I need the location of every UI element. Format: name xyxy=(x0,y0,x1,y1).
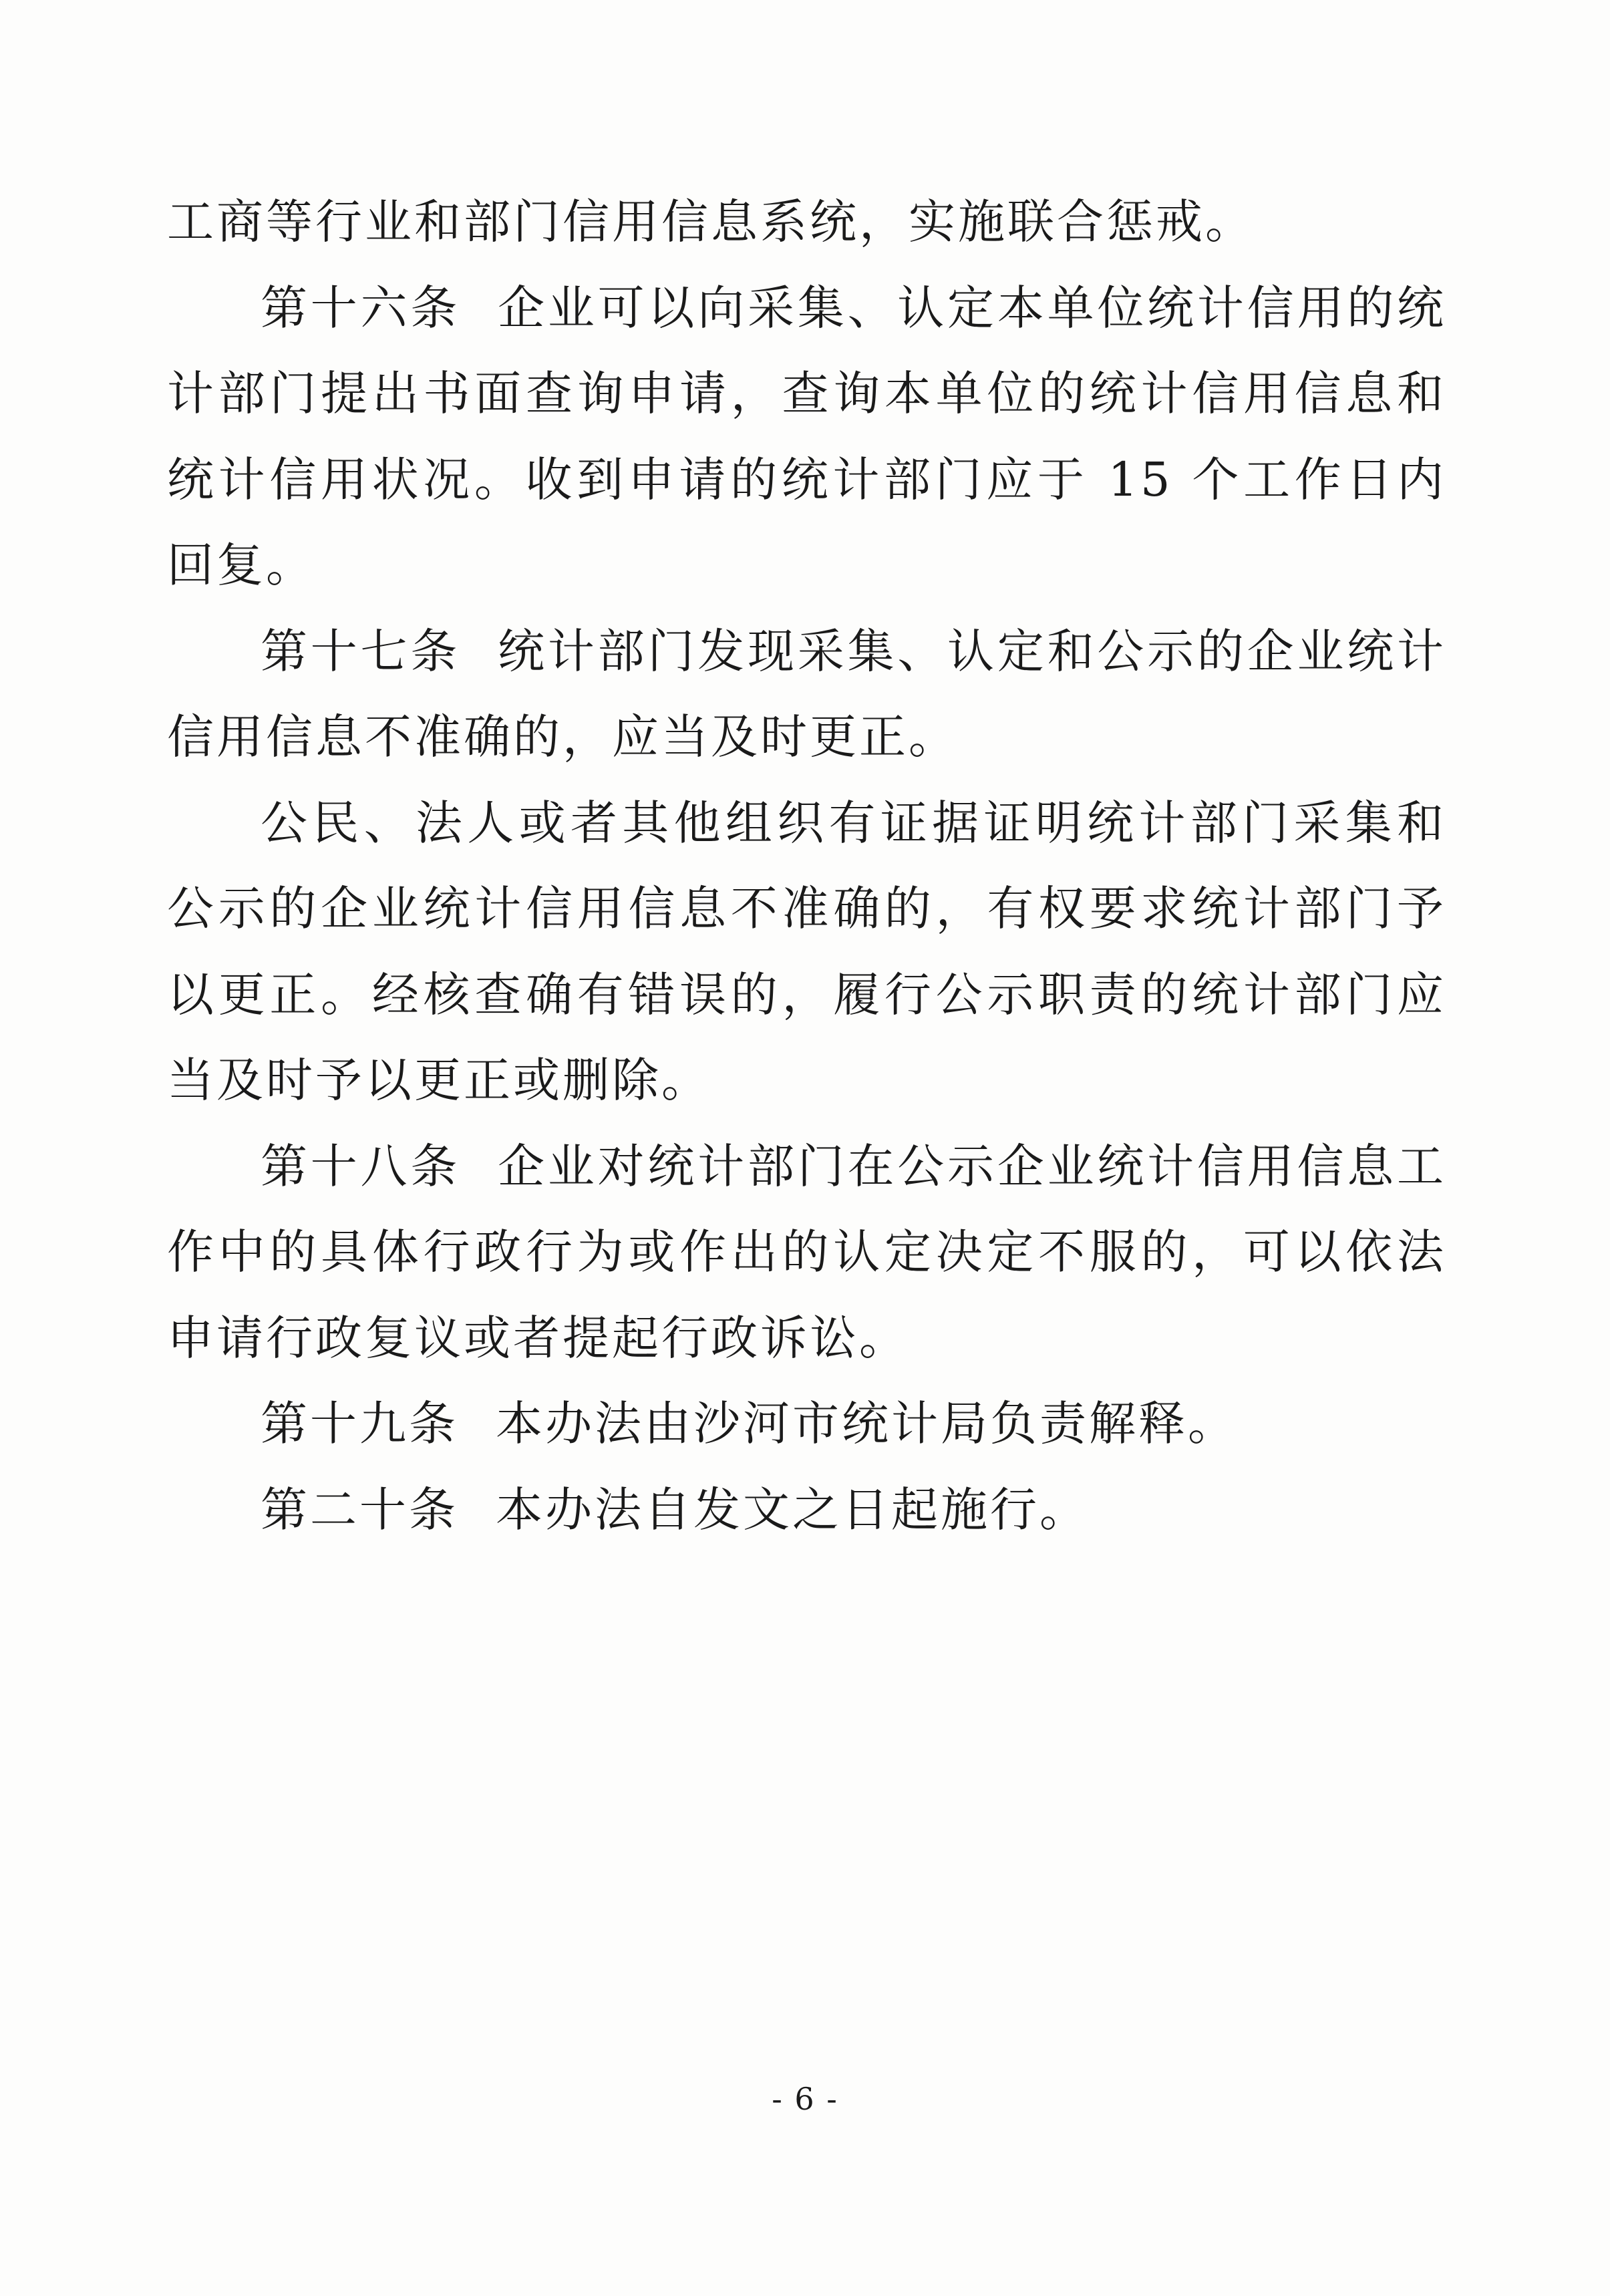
paragraph-text: 工商等行业和部门信用信息系统，实施联合惩戒。 xyxy=(167,194,1255,249)
article-17-paragraph-2 xyxy=(167,780,1446,1124)
page-number: - 6 - xyxy=(772,2081,838,2117)
article-18 xyxy=(167,1124,1446,1381)
paragraph-text: 公民、法人或者其他组织有证据证明统计部门采集和公示的企业统计信用信息不准确的，有权要求统计部门予以更正。经核查确有错误的，履行公示职责的统计部门应当及时予以更正或删除。 xyxy=(167,795,1446,1108)
article-19 xyxy=(167,1381,1446,1467)
article-label: 第二十条 xyxy=(261,1482,458,1537)
paragraph-text: 统计部门发现采集、认定和公示的企业统计信用信息不准确的，应当及时更正。 xyxy=(167,623,1447,764)
article-label: 第十七条 xyxy=(261,623,461,679)
article-17 xyxy=(167,609,1446,780)
document-body xyxy=(167,179,1446,1552)
article-20 xyxy=(167,1467,1446,1553)
article-label: 第十六条 xyxy=(261,280,461,335)
paragraph-text: 本办法自发文之日起施行。 xyxy=(496,1482,1089,1537)
paragraph-text: 本办法由沙河市统计局负责解释。 xyxy=(496,1396,1237,1451)
paragraph-text: 企业可以向采集、认定本单位统计信用的统计部门提出书面查询申请，查询本单位的统计信用信息和统计信用状况。收到申请的统计部门应于 15 个工作日内回复。 xyxy=(167,280,1447,593)
article-16 xyxy=(167,265,1446,609)
paragraph-text: 企业对统计部门在公示企业统计信用信息工作中的具体行政行为或作出的认定决定不服的，可以依法申请行政复议或者提起行政诉讼。 xyxy=(167,1138,1447,1365)
article-label: 第十九条 xyxy=(261,1396,458,1451)
article-label: 第十八条 xyxy=(261,1138,461,1194)
paragraph-continuation xyxy=(167,179,1446,265)
